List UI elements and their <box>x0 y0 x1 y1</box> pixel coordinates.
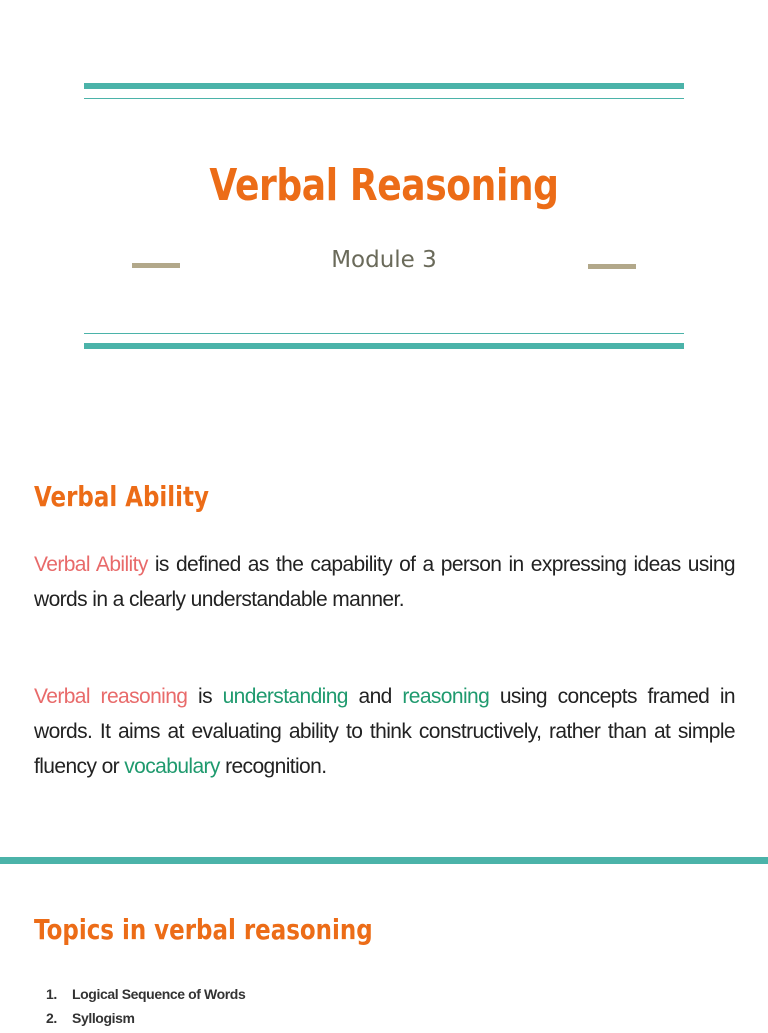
bottom-thick-rule <box>84 343 684 349</box>
topic-item <box>46 1009 245 1033</box>
verbal-reasoning-definition <box>34 679 735 784</box>
text-fragment: recognition. <box>219 755 327 778</box>
topic-item <box>46 985 245 1009</box>
term-verbal-reasoning: Verbal reasoning <box>34 685 188 708</box>
verbal-ability-definition <box>34 547 735 617</box>
topic-label: Syllogism <box>72 1010 135 1026</box>
topic-number: 2. <box>46 1010 57 1026</box>
top-thin-rule <box>84 98 684 99</box>
bottom-thin-rule <box>84 333 684 334</box>
term-understanding: understanding <box>222 685 348 708</box>
definition-text: is defined as the capability of a person in expressing ideas using words in a clearly understandable manner. <box>34 553 735 611</box>
verbal-ability-heading: Verbal Ability <box>34 480 209 513</box>
page-subtitle: Module 3 <box>331 247 437 273</box>
topic-number: 1. <box>46 986 57 1002</box>
top-thick-rule <box>84 83 684 89</box>
term-verbal-ability: Verbal Ability <box>34 553 148 576</box>
page-divider <box>0 857 768 864</box>
text-fragment: is <box>187 685 223 708</box>
topics-list <box>46 985 245 1033</box>
term-vocabulary: vocabulary <box>124 755 220 778</box>
right-dash-decoration <box>588 264 636 269</box>
term-reasoning: reasoning <box>402 685 490 708</box>
topic-label: Logical Sequence of Words <box>72 986 246 1002</box>
topics-heading: Topics in verbal reasoning <box>34 913 373 946</box>
text-fragment: using concepts framed in words. It aims at evaluating ability to think constructively, rather than at simple fluency or <box>34 685 735 778</box>
text-fragment: and <box>347 685 403 708</box>
page-title: Verbal Reasoning <box>209 160 559 211</box>
